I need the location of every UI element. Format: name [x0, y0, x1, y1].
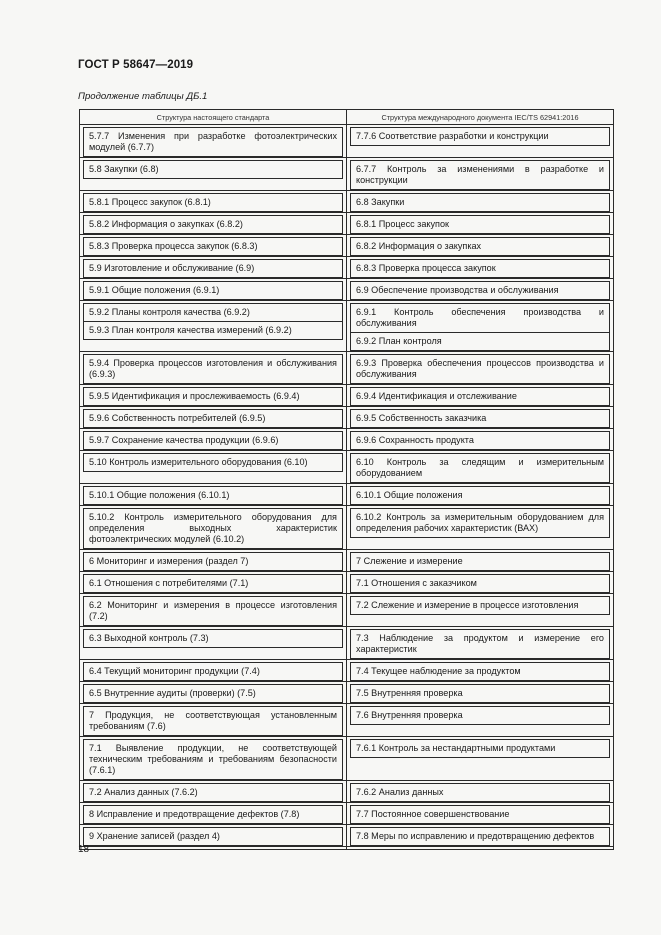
- table-row: [80, 739, 614, 781]
- left-cell-text: 5.9.1 Общие положения (6.9.1): [83, 281, 343, 300]
- table-row: [80, 706, 614, 737]
- left-cell-text: 6.3 Выходной контроль (7.3): [83, 629, 343, 648]
- right-cell-text: 7.6 Внутренняя проверка: [350, 706, 610, 725]
- left-cell-text: 5.9.6 Собственность потребителей (6.9.5): [83, 409, 343, 428]
- table-row: [80, 783, 614, 803]
- right-cell-text: 7.3 Наблюдение за продуктом и измерение его характеристик: [350, 629, 610, 659]
- table-row: [80, 508, 614, 550]
- right-cell-text: 7.2 Слежение и измерение в процессе изготовления: [350, 596, 610, 615]
- left-cell-text: 7.1 Выявление продукции, не соответствующей техническим требованиям и требованиям безопасности (7.6.1): [83, 739, 343, 780]
- left-cell: [83, 303, 343, 340]
- left-cell-text: 5.9.5 Идентификация и прослеживаемость (6.9.4): [83, 387, 343, 406]
- left-cell-text: 5.8.3 Проверка процесса закупок (6.8.3): [83, 237, 343, 256]
- right-cell-text: 7.4 Текущее наблюдение за продуктом: [350, 662, 610, 681]
- left-cell-text: 5.9.4 Проверка процессов изготовления и обслуживания (6.9.3): [83, 354, 343, 384]
- right-cell-text: 6.8 Закупки: [350, 193, 610, 212]
- table-row: [80, 596, 614, 627]
- left-cell-text: 5.9 Изготовление и обслуживание (6.9): [83, 259, 343, 278]
- left-cell-text: 9 Хранение записей (раздел 4): [83, 827, 343, 846]
- column-header-right: Структура международного документа IEC/TS 62941:2016: [347, 110, 614, 125]
- right-cell-text: 6.8.3 Проверка процесса закупок: [350, 259, 610, 278]
- right-cell-text: 7.7.6 Соответствие разработки и конструкции: [350, 127, 610, 146]
- table-row: [80, 552, 614, 572]
- left-cell-text: 5.9.3 План контроля качества измерений (6.9.2): [83, 322, 343, 340]
- table-body: [80, 125, 614, 850]
- right-cell-text: 6.9.1 Контроль обеспечения производства и обслуживания: [350, 303, 610, 333]
- right-cell: [350, 303, 610, 351]
- left-cell-text: 5.10.2 Контроль измерительного оборудования для определения выходных характеристик фотоэлектрических модулей (6.10.2): [83, 508, 343, 549]
- table-row: [80, 805, 614, 825]
- right-cell-text: 6.10 Контроль за следящим и измерительным оборудованием: [350, 453, 610, 483]
- left-cell-text: 6 Мониторинг и измерения (раздел 7): [83, 552, 343, 571]
- left-cell-text: 5.7.7 Изменения при разработке фотоэлектрических модулей (6.7.7): [83, 127, 343, 157]
- right-cell-text: 6.7.7 Контроль за изменениями в разработке и конструкции: [350, 160, 610, 190]
- left-cell-text: 5.8 Закупки (6.8): [83, 160, 343, 179]
- table-row: [80, 684, 614, 704]
- table-row: [80, 387, 614, 407]
- left-cell-text: 7 Продукция, не соответствующая установленным требованиям (7.6): [83, 706, 343, 736]
- left-cell-text: 6.4 Текущий мониторинг продукции (7.4): [83, 662, 343, 681]
- right-cell-text: 6.9.5 Собственность заказчика: [350, 409, 610, 428]
- left-cell-text: 7.2 Анализ данных (7.6.2): [83, 783, 343, 802]
- right-cell-text: 6.9 Обеспечение производства и обслуживания: [350, 281, 610, 300]
- left-cell-text: 5.10 Контроль измерительного оборудования (6.10): [83, 453, 343, 472]
- table-row: [80, 193, 614, 213]
- table-row: [80, 303, 614, 352]
- table-row: [80, 354, 614, 385]
- right-cell-text: 7.8 Меры по исправлению и предотвращению дефектов: [350, 827, 610, 846]
- table-caption: Продолжение таблицы ДБ.1: [78, 91, 208, 102]
- table-row: [80, 127, 614, 158]
- left-cell-text: 6.2 Мониторинг и измерения в процессе изготовления (7.2): [83, 596, 343, 626]
- left-cell-text: 6.5 Внутренние аудиты (проверки) (7.5): [83, 684, 343, 703]
- right-cell-text: 6.8.1 Процесс закупок: [350, 215, 610, 234]
- table-row: [80, 574, 614, 594]
- table-row: [80, 629, 614, 660]
- table-row: [80, 281, 614, 301]
- right-cell-text: 6.8.2 Информация о закупках: [350, 237, 610, 256]
- right-cell-text: 6.9.6 Сохранность продукта: [350, 431, 610, 450]
- right-cell-text: 7.7 Постоянное совершенствование: [350, 805, 610, 824]
- left-cell-text: 5.9.7 Сохранение качества продукции (6.9.6): [83, 431, 343, 450]
- document-title: ГОСТ Р 58647—2019: [78, 59, 194, 71]
- table-row: [80, 431, 614, 451]
- table-row: [80, 827, 614, 847]
- right-cell-text: 7.6.2 Анализ данных: [350, 783, 610, 802]
- left-cell-text: 6.1 Отношения с потребителями (7.1): [83, 574, 343, 593]
- table-row: [80, 215, 614, 235]
- comparison-table: [79, 109, 614, 850]
- column-header-left: Структура настоящего стандарта: [80, 110, 347, 125]
- left-cell-text: 5.8.2 Информация о закупках (6.8.2): [83, 215, 343, 234]
- table-row: [80, 453, 614, 484]
- left-cell-text: 5.8.1 Процесс закупок (6.8.1): [83, 193, 343, 212]
- right-cell-text: 7.5 Внутренняя проверка: [350, 684, 610, 703]
- right-cell-text: 6.9.3 Проверка обеспечения процессов производства и обслуживания: [350, 354, 610, 384]
- right-cell-text: 6.9.4 Идентификация и отслеживание: [350, 387, 610, 406]
- table-row: [80, 662, 614, 682]
- right-cell-text: 6.9.2 План контроля: [350, 333, 610, 351]
- right-cell-text: 6.10.2 Контроль за измерительным оборудованием для определения рабочих характеристик (ВАХ): [350, 508, 610, 538]
- right-cell-text: 7.1 Отношения с заказчиком: [350, 574, 610, 593]
- left-cell-text: 5.9.2 Планы контроля качества (6.9.2): [83, 303, 343, 322]
- right-cell-text: 7.6.1 Контроль за нестандартными продуктами: [350, 739, 610, 758]
- table-row: [80, 160, 614, 191]
- left-cell-text: 8 Исправление и предотвращение дефектов (7.8): [83, 805, 343, 824]
- table-row: [80, 259, 614, 279]
- table-row: [80, 409, 614, 429]
- table-row: [80, 486, 614, 506]
- page-number: 18: [78, 844, 90, 855]
- left-cell-text: 5.10.1 Общие положения (6.10.1): [83, 486, 343, 505]
- right-cell-text: 6.10.1 Общие положения: [350, 486, 610, 505]
- right-cell-text: 7 Слежение и измерение: [350, 552, 610, 571]
- table-row: [80, 237, 614, 257]
